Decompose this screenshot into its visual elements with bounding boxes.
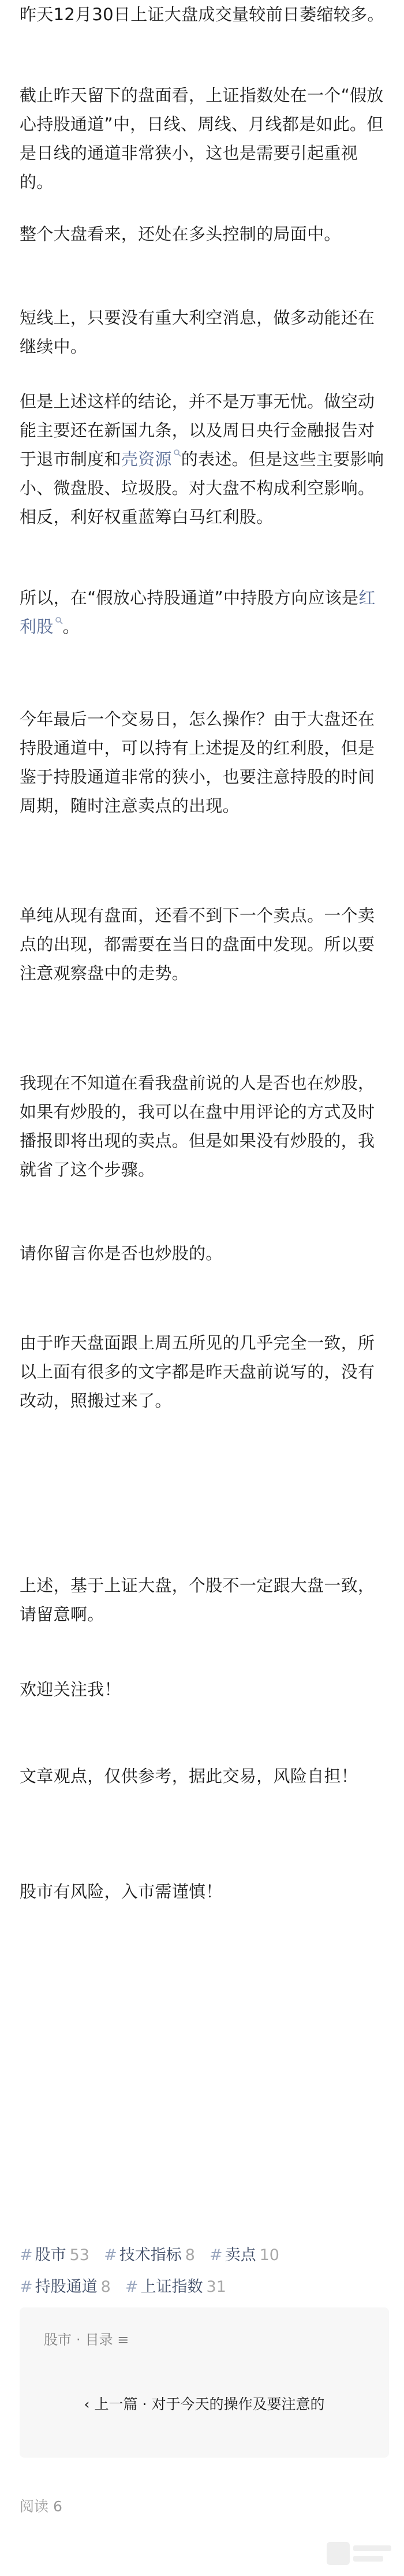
collection-name: 股市: [44, 2332, 72, 2348]
paragraph: 欢迎关注我！: [20, 1680, 121, 1699]
search-icon: [55, 616, 63, 624]
paragraph: 上述，基于上证大盘，个股不一定跟大盘一致，请留意啊。: [20, 1576, 375, 1624]
read-count: [20, 2495, 62, 2518]
tag-count: 8: [185, 2246, 195, 2264]
paragraph-text: 但是上述这样的结论，并不是万事无忧。做空动能主要还在新国九条，以及周日央行金融报告对于退市制度和: [20, 392, 375, 469]
tag-count: 8: [100, 2278, 111, 2296]
hash-icon: #: [209, 2246, 223, 2264]
keyword-link-shell-resource[interactable]: 壳资源: [121, 449, 172, 469]
tag-holding-channel[interactable]: [20, 2276, 111, 2299]
paragraph: 今年最后一个交易日，怎么操作？由于大盘还在持股通道中，可以持有上述提及的红利股，但是鉴于持股通道非常的狭小，也要注意持股的时间周期，随时注意卖点的出现。: [20, 709, 375, 816]
hash-icon: #: [125, 2278, 139, 2296]
search-icon: [173, 449, 181, 457]
previous-label: 上一篇: [94, 2396, 138, 2413]
paragraph: 由于昨天盘面跟上周五所见的几乎完全一致，所以上面有很多的文字都是昨天盘前说写的，没有改动，照搬过来了。: [20, 1333, 375, 1410]
paragraph: 股市有风险，入市需谨慎！: [20, 1882, 223, 1901]
paragraph: 昨天12月30日上证大盘成交量较前日萎缩较多。: [20, 5, 384, 24]
collection-menu-label: 目录: [85, 2332, 113, 2348]
tag-sell-point[interactable]: [210, 2244, 279, 2267]
paragraph: 单纯从现有盘面，还看不到下一个卖点。一个卖点的出现，都需要在当日的盘面中发现。所以要注意观察盘中的走势。: [20, 906, 375, 983]
tag-technical-indicators[interactable]: [104, 2244, 195, 2267]
chevron-left-icon: ‹: [84, 2396, 90, 2413]
tag-label: 上证指数: [140, 2278, 203, 2296]
tag-row: [20, 2244, 291, 2267]
keyword-link-dividend-stock[interactable]: 红利股: [20, 588, 376, 636]
hash-icon: #: [104, 2246, 117, 2264]
hash-icon: #: [20, 2246, 33, 2264]
paragraph: 我现在不知道在看我盘前说的人是否也在炒股，如果有炒股的，我可以在盘中用评论的方式及时播报即将出现的卖点。但是如果没有炒股的，我就省了这个步骤。: [20, 1073, 375, 1179]
tag-row: [20, 2276, 238, 2299]
tag-count: 10: [259, 2246, 279, 2264]
paragraph: 文章观点，仅供参考，据此交易，风险自担！: [20, 1766, 358, 1786]
paragraph-text: 的表述。但是这些主要影响小、微盘股、垃圾股。对大盘不构成利空影响。相反，利好权重蓝筹白马红利股。: [20, 449, 384, 527]
hash-icon: #: [20, 2278, 33, 2296]
tag-stock-market[interactable]: [20, 2244, 89, 2267]
paragraph: 截止昨天留下的盘面看，上证指数处在一个“假放心持股通道”中，日线、周线、月线都是如此。但是日线的通道非常狭小，这也是需要引起重视的。: [20, 85, 384, 192]
paragraph: 整个大盘看来，还处在多头控制的局面中。: [20, 224, 341, 244]
previous-article-link[interactable]: [20, 2394, 389, 2415]
paragraph-text: 。: [62, 617, 80, 636]
tag-label: 持股通道: [35, 2278, 98, 2296]
previous-title: 对于今天的操作及要注意的: [151, 2396, 325, 2413]
read-label: 阅读: [20, 2498, 49, 2515]
paragraph-text: 所以，在“假放心持股通道”中持股方向应该是: [20, 588, 359, 608]
collection-panel: [20, 2307, 389, 2458]
read-number: 6: [53, 2498, 62, 2515]
paragraph: [20, 387, 389, 531]
collection-header[interactable]: [44, 2331, 129, 2349]
tag-label: 技术指标: [119, 2246, 182, 2264]
paragraph: [20, 583, 389, 641]
tag-label: 股市: [35, 2246, 66, 2264]
separator: ·: [142, 2396, 147, 2413]
paragraph: 请你留言你是否也炒股的。: [20, 1244, 223, 1263]
tag-count: 31: [206, 2278, 226, 2296]
paragraph: 短线上，只要没有重大利空消息，做多动能还在继续中。: [20, 308, 375, 356]
menu-icon: ≡: [117, 2332, 129, 2348]
watermark-logo: [326, 2538, 395, 2568]
tag-label: 卖点: [225, 2246, 256, 2264]
tag-count: 53: [69, 2246, 89, 2264]
tag-shanghai-index[interactable]: [125, 2276, 226, 2299]
separator: ·: [76, 2332, 81, 2348]
